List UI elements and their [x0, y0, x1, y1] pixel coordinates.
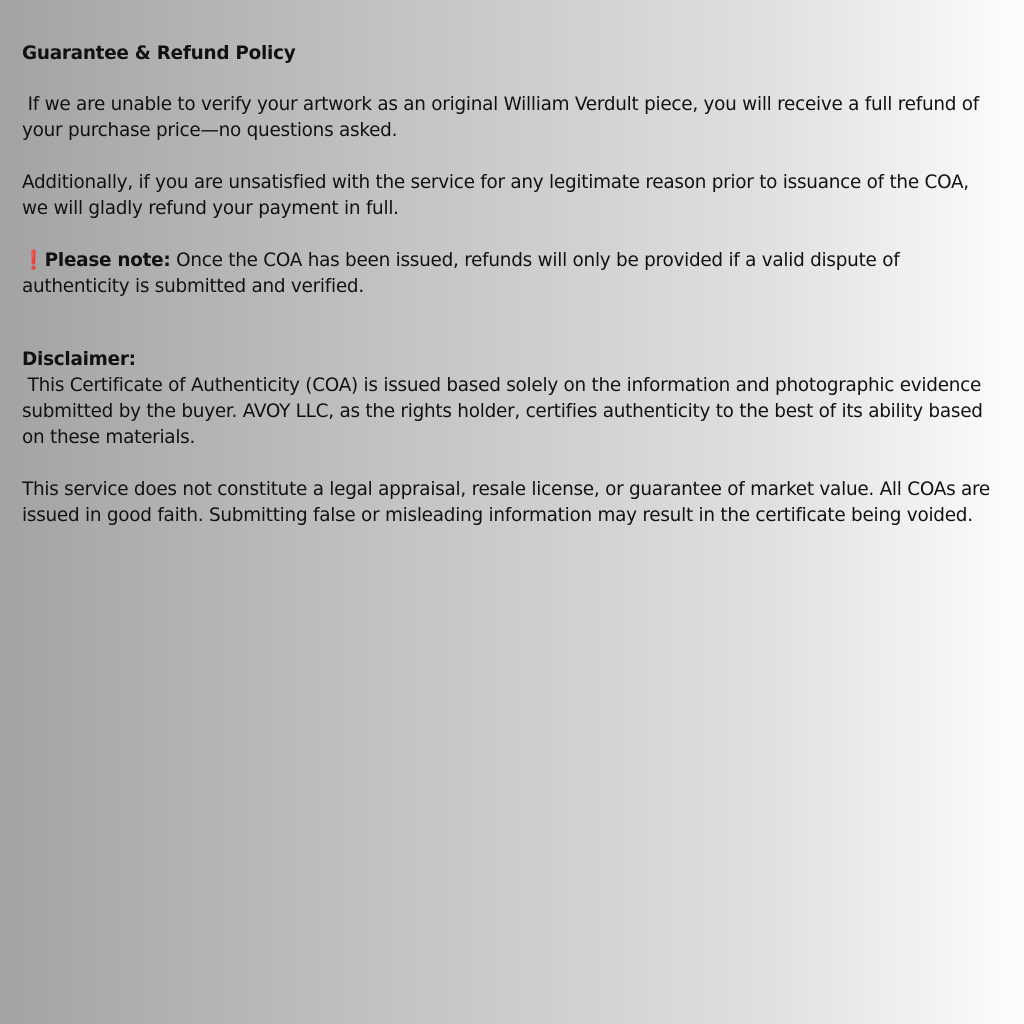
- policy-document: [22, 40, 992, 529]
- spacer: [22, 68, 992, 92]
- exclamation-icon: ❗: [22, 250, 45, 271]
- disclaimer-paragraph-basis: This Certificate of Authenticity (COA) is issued based solely on the information and photographic evidence submitted by the buyer. AVOY LLC, as the rights holder, certifies authenticity to the best of its ability based on these materials.: [22, 375, 989, 448]
- spacer: [22, 451, 992, 477]
- spacer: [22, 144, 992, 170]
- spacer: [22, 300, 992, 347]
- guarantee-paragraph-unsatisfied: Additionally, if you are unsatisfied with the service for any legitimate reason prior to issuance of the COA, we will gladly refund your payment in full.: [22, 172, 969, 219]
- guarantee-section: [22, 40, 992, 300]
- disclaimer-heading: Disclaimer:: [22, 349, 136, 370]
- please-note-label: Please note:: [44, 250, 171, 271]
- disclaimer-paragraph-scope: This service does not constitute a legal appraisal, resale license, or guarantee of market value. All COAs are issued in good faith. Submitting false or misleading information may result in the certificate being voided.: [22, 479, 990, 526]
- spacer: [22, 222, 992, 248]
- please-note-text: Once the COA has been issued, refunds will only be provided if a valid dispute of authenticity is submitted and verified.: [22, 250, 906, 297]
- guarantee-paragraph-verification: If we are unable to verify your artwork as an original William Verdult piece, you will receive a full refund of your purchase price—no questions asked.: [22, 94, 985, 141]
- please-note-paragraph: [22, 248, 992, 300]
- guarantee-heading: Guarantee & Refund Policy: [22, 43, 296, 64]
- disclaimer-section: [22, 347, 992, 529]
